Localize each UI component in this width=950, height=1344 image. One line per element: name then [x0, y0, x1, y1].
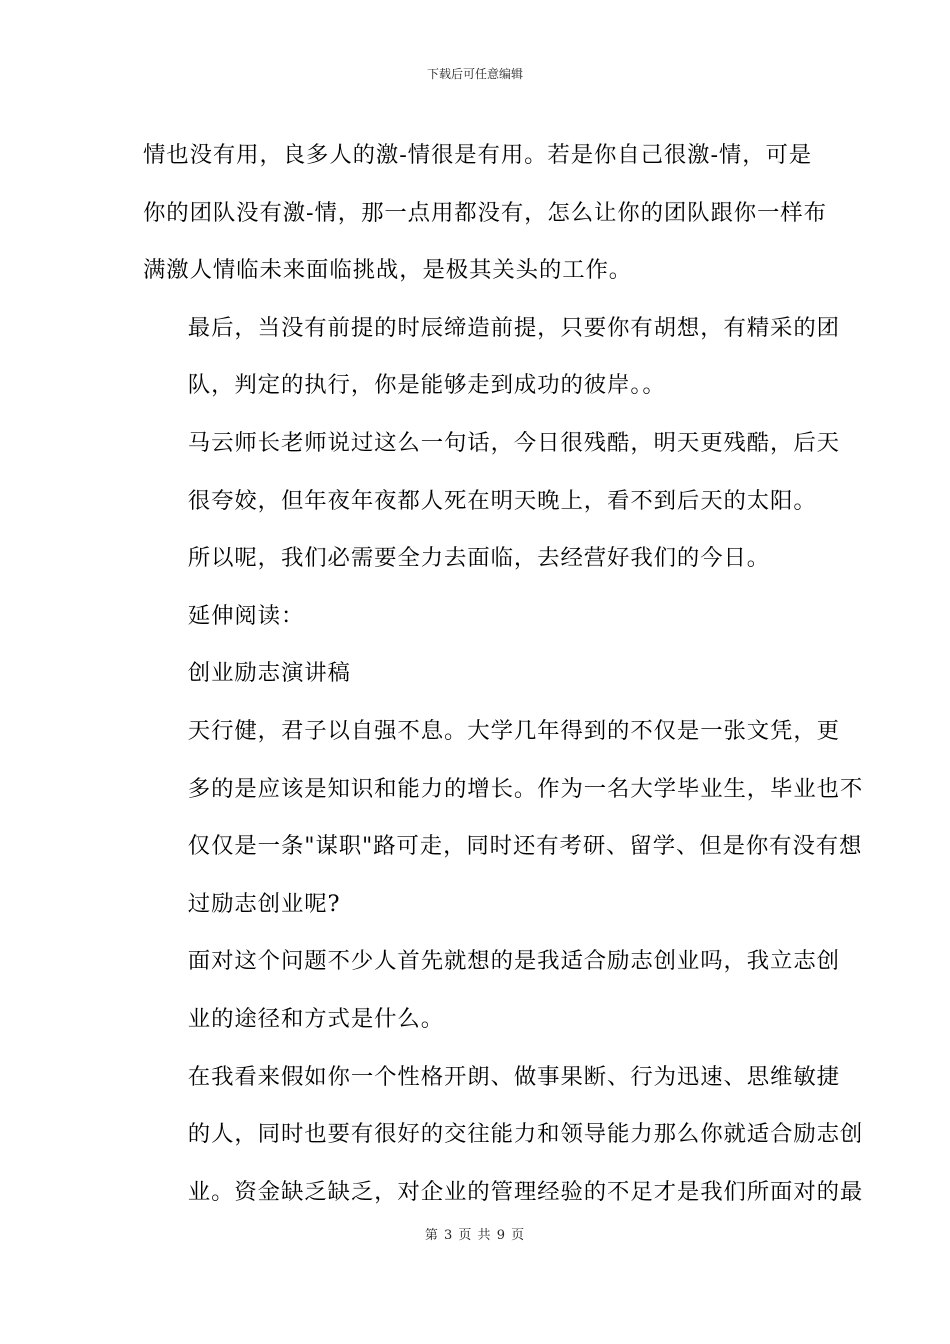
text-line: 天行健，君子以自强不息。大学几年得到的不仅是一张文凭，更 — [187, 717, 840, 744]
paragraph — [143, 530, 809, 588]
text-line: 满激人情临未来面临挑战，是极其关头的工作。 — [143, 257, 633, 284]
section-heading — [143, 645, 809, 703]
text-line: 多的是应该是知识和能力的增长。作为一名大学毕业生，毕业也不 — [187, 775, 864, 802]
text-line: 延伸阅读： — [187, 602, 305, 629]
text-line: 仅仅是一条"谋职"路可走，同时还有考研、留学、但是你有没有想 — [187, 833, 863, 860]
paragraph — [143, 588, 809, 646]
text-line: 过励志创业呢? — [187, 890, 341, 917]
text-line: 马云师长老师说过这么一句话，今日很残酷，明天更残酷，后天 — [187, 429, 840, 456]
paragraph — [143, 933, 840, 1048]
page-footer: 第 3 页 共 9 页 — [424, 1228, 526, 1243]
text-line: 创业励志演讲稿 — [187, 660, 351, 687]
page-header: 下载后可任意编辑 — [426, 67, 523, 81]
paragraph — [143, 415, 840, 530]
text-line: 情也没有用，良多人的激-情很是有用。若是你自己很激-情，可是 — [143, 142, 813, 168]
text-line: 业的途径和方式是什么。 — [187, 1005, 444, 1032]
paragraph — [143, 703, 864, 933]
text-line: 很夸姣，但年夜年夜都人死在明天晚上，看不到后天的太阳。 — [187, 487, 817, 514]
text-line: 业。资金缺乏缺乏，对企业的管理经验的不足才是我们所面对的最 — [187, 1178, 864, 1205]
text-line: 队，判定的执行，你是能够走到成功的彼岸。。 — [187, 372, 666, 399]
paragraph — [143, 300, 840, 415]
text-line: 你的团队没有激-情，那一点用都没有，怎么让你的团队跟你一样布 — [143, 199, 827, 226]
paragraph — [143, 1049, 864, 1222]
text-line: 面对这个问题不少人首先就想的是我适合励志创业吗，我立志创 — [187, 948, 840, 975]
text-line: 所以呢，我们必需要全力去面临，去经营好我们的今日。 — [187, 545, 771, 572]
paragraph — [143, 127, 827, 300]
text-line: 最后，当没有前提的时辰缔造前提，只要你有胡想，有精采的团 — [187, 314, 840, 341]
text-line: 的人，同时也要有很好的交往能力和领导能力那么你就适合励志创 — [187, 1121, 864, 1148]
text-line: 在我看来假如你一个性格开朗、做事果断、行为迅速、思维敏捷 — [187, 1063, 840, 1090]
document-body — [143, 127, 864, 1221]
